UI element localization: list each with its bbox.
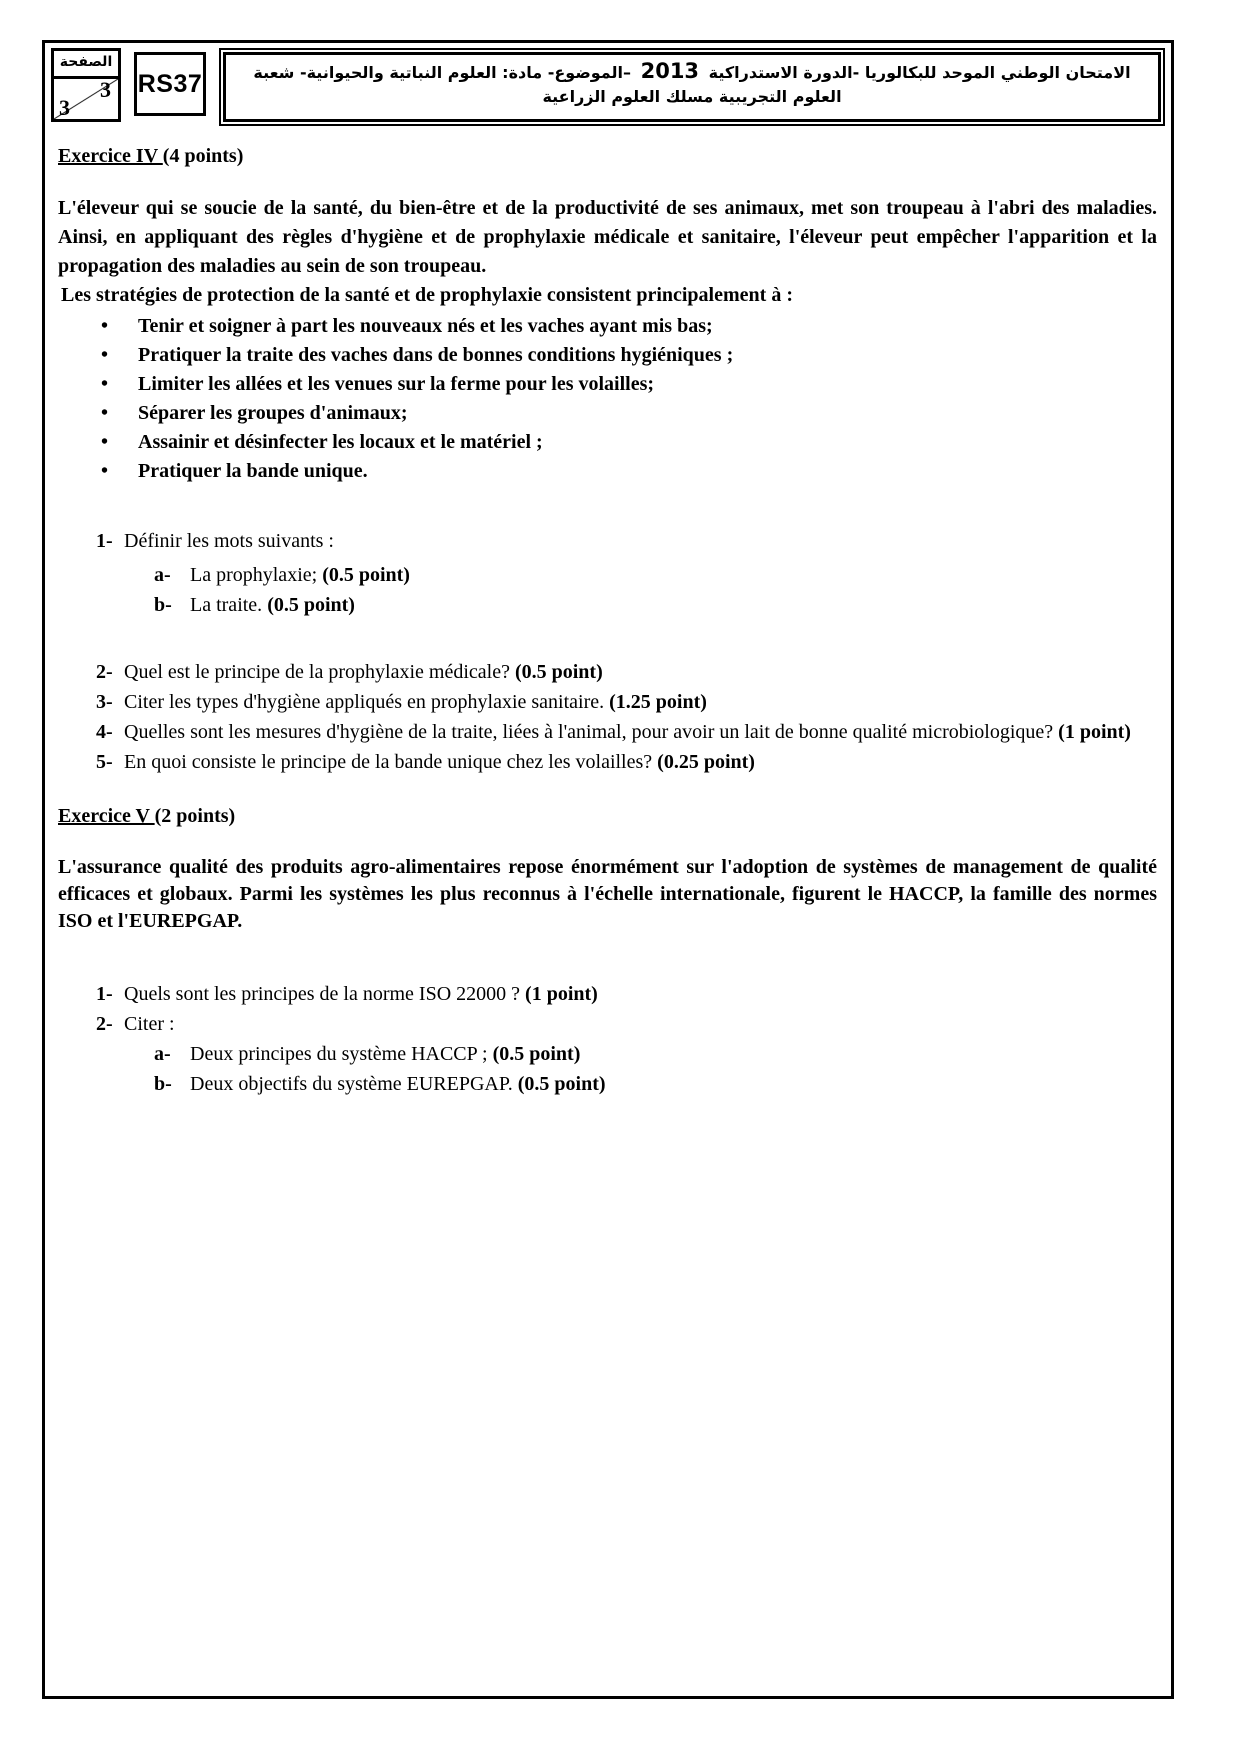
ex4-q1a-text: La prophylaxie; [190, 564, 323, 586]
ex4-question-2 [96, 657, 1151, 687]
ex4-bullet-2: • Pratiquer la traite des vaches dans de bonnes conditions hygiéniques ; [138, 341, 1157, 370]
ex4-q4-number: 4- [96, 721, 113, 743]
ex5-q2a-points: (0.5 point) [492, 1043, 581, 1065]
exercise5-points: (2 points) [154, 805, 236, 827]
ex4-q1b-points: (0.5 point) [267, 594, 355, 616]
ex5-q2a-text: Deux principes du système HACCP ; [190, 1043, 493, 1065]
ex4-question-3 [96, 687, 1151, 717]
ex4-strategies-list [58, 312, 1157, 486]
ex5-question-2b [154, 1069, 1151, 1099]
exam-year: 2013 [640, 59, 700, 83]
exercise5-heading [58, 805, 1157, 828]
ex4-question-4 [96, 717, 1151, 747]
ex4-bullet-1: • Tenir et soigner à part les nouveaux nés et les vaches ayant mis bas; [138, 312, 1157, 341]
ex5-q2b-text: Deux objectifs du système EUREPGAP. [190, 1073, 518, 1095]
ex5-q1-points: (1 point) [525, 983, 598, 1005]
ex4-q3-text: Citer les types d'hygiène appliqués en prophylaxie sanitaire. [124, 691, 610, 713]
exam-code: RS37 [137, 69, 203, 98]
exam-code-box [134, 52, 206, 116]
page-number-box [51, 48, 121, 122]
header-title-part1: الامتحان الوطني الموحد للبكالوريا -الدورة الاستدراكية [703, 63, 1131, 82]
exercise4-title: Exercice IV [58, 145, 163, 167]
ex4-q4-text: Quelles sont les mesures d'hygiène de la traite, liées à l'animal, pour avoir un lait de bonne qualité microbiologique? [124, 721, 1059, 743]
ex4-q1a-letter: a- [154, 564, 171, 586]
ex5-intro-paragraph: L'assurance qualité des produits agro-alimentaires repose énormément sur l'adoption de systèmes de management de qualité efficaces et globaux. Parmi les systèmes les plus reconnus à l'échelle internationale, figurent le HACCP, la famille des normes ISO et l'EUREPGAP. [58, 856, 1157, 932]
ex4-bullet-6: • Pratiquer la bande unique. [138, 457, 1157, 486]
ex4-strategies-line: Les stratégies de protection de la santé et de prophylaxie consistent principalement à : [61, 284, 793, 306]
header-title-line1 [226, 59, 1158, 85]
page-number-top: 3 [100, 77, 111, 102]
ex5-q1-number: 1- [96, 983, 113, 1005]
ex5-q2a-letter: a- [154, 1043, 171, 1065]
ex5-q2b-points: (0.5 point) [517, 1073, 606, 1095]
ex4-intro-paragraph: L'éleveur qui se soucie de la santé, du bien-être et de la productivité de ses animaux, met son troupeau à l'abri des maladies. Ainsi, en appliquant des règles d'hygiène et de prophylaxie médicale et sanitaire, l'éleveur peut empêcher l'apparition et la propagation des maladies au sein de son troupeau. [58, 197, 1157, 277]
page-frame [42, 40, 1174, 1699]
ex4-q2-text: Quel est le principe de la prophylaxie médicale? [124, 661, 515, 683]
ex4-q4-points: (1 point) [1058, 721, 1131, 743]
ex5-question-2a [154, 1039, 1151, 1069]
ex5-question-1 [96, 979, 1151, 1009]
page-number-bottom: 3 [59, 95, 70, 120]
ex4-q1-number: 1- [96, 530, 113, 552]
ex5-q2b-letter: b- [154, 1073, 172, 1095]
ex4-q1b-text: La traite. [190, 594, 268, 616]
ex4-question-1 [96, 526, 1151, 556]
ex4-q5-text: En quoi consiste le principe de la bande unique chez les volailles? [124, 751, 658, 773]
ex4-q1b-letter: b- [154, 594, 172, 616]
ex4-q5-points: (0.25 point) [657, 751, 755, 773]
ex4-q3-number: 3- [96, 691, 113, 713]
ex4-bullet-3: • Limiter les allées et les venues sur la ferme pour les volailles; [138, 370, 1157, 399]
header-title-part2: –الموضوع- مادة: العلوم النباتية والحيوانية- شعبة [253, 63, 637, 82]
header [45, 43, 1171, 125]
exercise5-title: Exercice V [58, 805, 155, 827]
header-title-box [219, 48, 1165, 126]
ex5-q1-text: Quels sont les principes de la norme ISO 22000 ? [124, 983, 526, 1005]
header-title-inner [223, 52, 1161, 122]
document-body [45, 125, 1171, 1099]
ex5-question-2 [96, 1009, 1151, 1039]
page-box-label: الصفحة [54, 51, 118, 79]
ex4-question-5 [96, 747, 1151, 777]
ex4-q1a-points: (0.5 point) [322, 564, 410, 586]
ex4-bullet-4: • Séparer les groupes d'animaux; [138, 399, 1157, 428]
ex4-q5-number: 5- [96, 751, 113, 773]
header-title-line2: العلوم التجريبية مسلك العلوم الزراعية [542, 87, 842, 106]
page-fraction [54, 79, 118, 119]
ex4-q2-points: (0.5 point) [514, 661, 603, 683]
ex4-questions [96, 526, 1151, 777]
ex4-q1-text: Définir les mots suivants : [124, 530, 334, 552]
ex4-bullet-5: • Assainir et désinfecter les locaux et le matériel ; [138, 428, 1157, 457]
ex4-question-1a [154, 560, 1151, 590]
ex4-question-1b [154, 590, 1151, 620]
exercise4-points: (4 points) [162, 145, 244, 167]
ex5-q2-number: 2- [96, 1013, 113, 1035]
ex5-q2-text: Citer : [124, 1013, 175, 1035]
exercise4-heading [58, 145, 1157, 168]
ex5-questions [96, 979, 1151, 1099]
ex4-q2-number: 2- [96, 661, 113, 683]
ex4-q3-points: (1.25 point) [609, 691, 707, 713]
